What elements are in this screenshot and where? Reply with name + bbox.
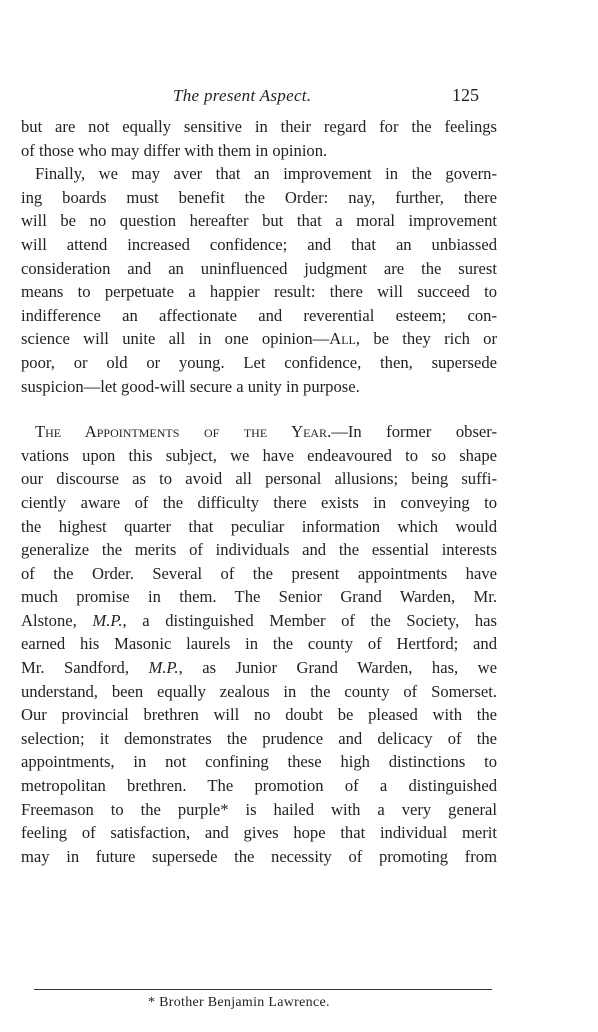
text-line: [21, 656, 497, 680]
text-line: indifference an affectionate and reverential esteem; con-: [21, 305, 497, 325]
text-line: Freemason to the purple* is hailed with a very general: [21, 799, 497, 819]
text-line: much promise in them. The Senior Grand Warden, Mr.: [21, 587, 497, 607]
text-span: Alstone,: [21, 610, 93, 630]
text-span: , as Junior Grand Warden, has, we: [178, 658, 497, 678]
text-line: vations upon this subject, we have endeavoured to so shape: [21, 445, 497, 465]
text-line: but are not equally sensitive in their regard for the feelings: [21, 117, 497, 136]
text-line: poor, or old or young. Let confidence, then, supersede: [21, 352, 497, 372]
text-line: Finally, we may aver that an improvement in the govern-: [35, 164, 497, 184]
text-line: ciently aware of the difficulty there exists in conveying to: [21, 492, 497, 512]
text-line: [21, 609, 497, 633]
footnote: * Brother Benjamin Lawrence.: [148, 995, 330, 1010]
section-heading: The Appointments of the Year.: [35, 422, 332, 442]
text-span: science will unite all in one opinion—: [21, 329, 330, 349]
text-line: metropolitan brethren. The promotion of a distinguished: [21, 776, 497, 796]
text-line: ing boards must benefit the Order: nay, further, there: [21, 187, 497, 207]
text-line: the highest quarter that peculiar information which would: [21, 516, 497, 536]
italic-abbreviation: M.P.: [92, 610, 123, 630]
text-line: selection; it demonstrates the prudence and delicacy of the: [21, 728, 497, 748]
paragraph-gap: [21, 398, 497, 420]
text-line: of those who may differ with them in opinion.: [21, 140, 328, 160]
text-line: may in future supersede the necessity of promoting from: [21, 846, 497, 866]
text-span: Mr. Sandford,: [21, 658, 149, 678]
text-line: of the Order. Several of the present appointments have: [21, 563, 497, 583]
text-line: means to perpetuate a happier result: there will succeed to: [21, 282, 497, 302]
text-span: , be they rich or: [355, 329, 497, 349]
text-line: [21, 327, 497, 351]
italic-abbreviation: M.P.: [148, 658, 179, 678]
text-line: consideration and an uninfluenced judgment are the surest: [21, 258, 497, 278]
body-text: [21, 115, 497, 868]
text-line: our discourse as to avoid all personal allusions; being suffi-: [21, 469, 497, 489]
text-line: Our provincial brethren will no doubt be pleased with the: [21, 705, 497, 725]
text-line: will attend increased confidence; and that an unbiassed: [21, 234, 497, 254]
text-line: will be no question hereafter but that a moral improvement: [21, 211, 497, 231]
footnote-rule: [34, 989, 492, 990]
text-line: feeling of satisfaction, and gives hope that individual merit: [21, 823, 497, 843]
text-span: , a distinguished Member of the Society, has: [122, 610, 497, 630]
text-line: appointments, in not confining these high distinctions to: [21, 752, 497, 772]
text-line: understand, been equally zealous in the county of Somerset.: [21, 681, 497, 701]
text-line: suspicion—let good-will secure a unity in purpose.: [21, 376, 360, 396]
running-head: [0, 86, 598, 110]
text-line: earned his Masonic laurels in the county of Hertford; and: [21, 634, 497, 654]
text-line: generalize the merits of individuals and the essential interests: [21, 540, 497, 560]
page-number: 125: [452, 85, 479, 105]
small-caps-all: All: [329, 329, 356, 349]
section-heading-line: [21, 420, 497, 444]
text-span: —In former obser-: [331, 422, 497, 442]
running-title: The present Aspect.: [173, 86, 312, 105]
